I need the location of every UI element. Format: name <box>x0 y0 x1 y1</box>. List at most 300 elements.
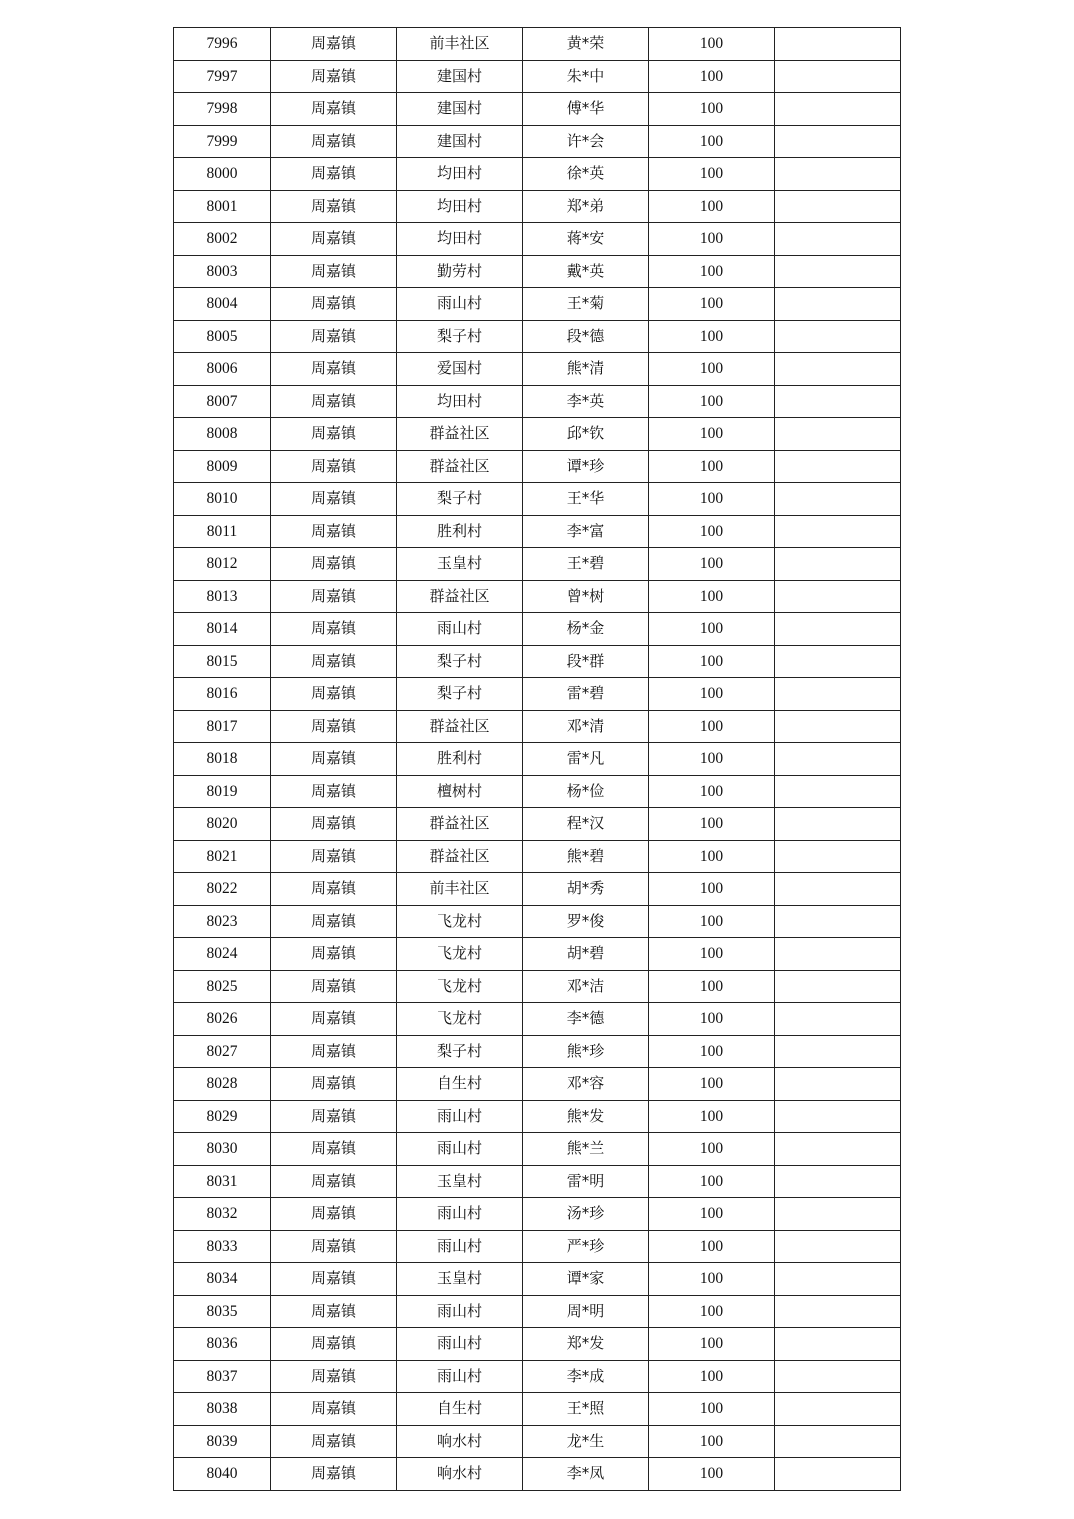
cell-serial-number: 8014 <box>174 613 271 646</box>
cell-amount: 100 <box>649 1035 775 1068</box>
cell-person-name: 邓*清 <box>523 710 649 743</box>
cell-person-name: 戴*英 <box>523 255 649 288</box>
table-row <box>174 93 901 126</box>
cell-remarks <box>775 873 901 906</box>
table-row <box>174 1295 901 1328</box>
cell-remarks <box>775 60 901 93</box>
cell-town: 周嘉镇 <box>271 613 397 646</box>
cell-remarks <box>775 1393 901 1426</box>
cell-remarks <box>775 1003 901 1036</box>
cell-person-name: 郑*发 <box>523 1328 649 1361</box>
cell-town: 周嘉镇 <box>271 1425 397 1458</box>
cell-serial-number: 8002 <box>174 223 271 256</box>
cell-amount: 100 <box>649 1328 775 1361</box>
table-row <box>174 840 901 873</box>
cell-village: 均田村 <box>397 223 523 256</box>
cell-amount: 100 <box>649 938 775 971</box>
table-row <box>174 1035 901 1068</box>
cell-village: 响水村 <box>397 1425 523 1458</box>
table-row <box>174 1328 901 1361</box>
cell-town: 周嘉镇 <box>271 1393 397 1426</box>
cell-town: 周嘉镇 <box>271 1230 397 1263</box>
cell-town: 周嘉镇 <box>271 1458 397 1491</box>
cell-village: 建国村 <box>397 125 523 158</box>
cell-serial-number: 8010 <box>174 483 271 516</box>
cell-amount: 100 <box>649 1165 775 1198</box>
cell-village: 飞龙村 <box>397 905 523 938</box>
cell-amount: 100 <box>649 548 775 581</box>
cell-village: 建国村 <box>397 93 523 126</box>
cell-person-name: 邱*钦 <box>523 418 649 451</box>
cell-amount: 100 <box>649 1393 775 1426</box>
table-row <box>174 775 901 808</box>
cell-serial-number: 8015 <box>174 645 271 678</box>
table-row <box>174 190 901 223</box>
cell-remarks <box>775 613 901 646</box>
cell-amount: 100 <box>649 1230 775 1263</box>
cell-remarks <box>775 125 901 158</box>
cell-serial-number: 8021 <box>174 840 271 873</box>
cell-amount: 100 <box>649 710 775 743</box>
cell-remarks <box>775 255 901 288</box>
cell-town: 周嘉镇 <box>271 938 397 971</box>
cell-amount: 100 <box>649 158 775 191</box>
cell-village: 雨山村 <box>397 288 523 321</box>
table-row <box>174 353 901 386</box>
cell-town: 周嘉镇 <box>271 158 397 191</box>
cell-amount: 100 <box>649 515 775 548</box>
cell-person-name: 郑*弟 <box>523 190 649 223</box>
cell-village: 檀树村 <box>397 775 523 808</box>
cell-person-name: 李*凤 <box>523 1458 649 1491</box>
table-row <box>174 548 901 581</box>
cell-town: 周嘉镇 <box>271 905 397 938</box>
cell-amount: 100 <box>649 1068 775 1101</box>
cell-village: 均田村 <box>397 190 523 223</box>
cell-person-name: 段*德 <box>523 320 649 353</box>
table-row <box>174 1100 901 1133</box>
cell-village: 雨山村 <box>397 1198 523 1231</box>
cell-amount: 100 <box>649 613 775 646</box>
cell-person-name: 雷*凡 <box>523 743 649 776</box>
cell-village: 自生村 <box>397 1068 523 1101</box>
table-row <box>174 743 901 776</box>
cell-town: 周嘉镇 <box>271 775 397 808</box>
cell-serial-number: 8032 <box>174 1198 271 1231</box>
table-row <box>174 320 901 353</box>
cell-amount: 100 <box>649 580 775 613</box>
cell-person-name: 李*英 <box>523 385 649 418</box>
cell-town: 周嘉镇 <box>271 1328 397 1361</box>
cell-town: 周嘉镇 <box>271 288 397 321</box>
cell-person-name: 罗*俊 <box>523 905 649 938</box>
cell-amount: 100 <box>649 1458 775 1491</box>
cell-remarks <box>775 450 901 483</box>
cell-town: 周嘉镇 <box>271 1100 397 1133</box>
cell-remarks <box>775 1068 901 1101</box>
cell-remarks <box>775 1198 901 1231</box>
cell-town: 周嘉镇 <box>271 1198 397 1231</box>
cell-serial-number: 8013 <box>174 580 271 613</box>
cell-remarks <box>775 645 901 678</box>
cell-serial-number: 8006 <box>174 353 271 386</box>
cell-remarks <box>775 970 901 1003</box>
cell-amount: 100 <box>649 93 775 126</box>
cell-remarks <box>775 320 901 353</box>
cell-village: 群益社区 <box>397 418 523 451</box>
table-row <box>174 1230 901 1263</box>
cell-person-name: 谭*珍 <box>523 450 649 483</box>
table-row <box>174 483 901 516</box>
cell-person-name: 邓*容 <box>523 1068 649 1101</box>
cell-town: 周嘉镇 <box>271 28 397 61</box>
cell-serial-number: 8035 <box>174 1295 271 1328</box>
cell-person-name: 黄*荣 <box>523 28 649 61</box>
cell-village: 建国村 <box>397 60 523 93</box>
cell-amount: 100 <box>649 1295 775 1328</box>
cell-person-name: 王*照 <box>523 1393 649 1426</box>
cell-amount: 100 <box>649 970 775 1003</box>
cell-village: 勤劳村 <box>397 255 523 288</box>
cell-amount: 100 <box>649 1133 775 1166</box>
cell-amount: 100 <box>649 418 775 451</box>
cell-person-name: 李*富 <box>523 515 649 548</box>
cell-amount: 100 <box>649 743 775 776</box>
cell-serial-number: 8016 <box>174 678 271 711</box>
cell-amount: 100 <box>649 775 775 808</box>
cell-serial-number: 8037 <box>174 1360 271 1393</box>
cell-town: 周嘉镇 <box>271 645 397 678</box>
cell-serial-number: 8025 <box>174 970 271 1003</box>
cell-remarks <box>775 1165 901 1198</box>
cell-serial-number: 8001 <box>174 190 271 223</box>
cell-amount: 100 <box>649 1003 775 1036</box>
cell-village: 雨山村 <box>397 1328 523 1361</box>
table-row <box>174 580 901 613</box>
cell-town: 周嘉镇 <box>271 743 397 776</box>
cell-person-name: 熊*珍 <box>523 1035 649 1068</box>
cell-village: 均田村 <box>397 158 523 191</box>
cell-village: 胜利村 <box>397 515 523 548</box>
table-row <box>174 223 901 256</box>
cell-amount: 100 <box>649 1360 775 1393</box>
table-row <box>174 1263 901 1296</box>
cell-serial-number: 7996 <box>174 28 271 61</box>
cell-amount: 100 <box>649 288 775 321</box>
cell-village: 梨子村 <box>397 645 523 678</box>
cell-town: 周嘉镇 <box>271 483 397 516</box>
cell-amount: 100 <box>649 255 775 288</box>
cell-person-name: 朱*中 <box>523 60 649 93</box>
table-row <box>174 125 901 158</box>
table-row <box>174 710 901 743</box>
table-row <box>174 970 901 1003</box>
cell-amount: 100 <box>649 840 775 873</box>
cell-town: 周嘉镇 <box>271 385 397 418</box>
table-row <box>174 1133 901 1166</box>
cell-person-name: 杨*俭 <box>523 775 649 808</box>
cell-person-name: 杨*金 <box>523 613 649 646</box>
cell-amount: 100 <box>649 1198 775 1231</box>
cell-village: 玉皇村 <box>397 1263 523 1296</box>
cell-person-name: 熊*发 <box>523 1100 649 1133</box>
cell-village: 群益社区 <box>397 710 523 743</box>
cell-remarks <box>775 905 901 938</box>
cell-serial-number: 7997 <box>174 60 271 93</box>
cell-town: 周嘉镇 <box>271 450 397 483</box>
cell-town: 周嘉镇 <box>271 970 397 1003</box>
cell-amount: 100 <box>649 223 775 256</box>
cell-town: 周嘉镇 <box>271 1165 397 1198</box>
cell-village: 飞龙村 <box>397 1003 523 1036</box>
cell-village: 雨山村 <box>397 1295 523 1328</box>
table-row <box>174 28 901 61</box>
cell-remarks <box>775 288 901 321</box>
cell-person-name: 邓*洁 <box>523 970 649 1003</box>
cell-town: 周嘉镇 <box>271 223 397 256</box>
cell-remarks <box>775 385 901 418</box>
cell-serial-number: 8028 <box>174 1068 271 1101</box>
cell-town: 周嘉镇 <box>271 255 397 288</box>
table-row <box>174 1198 901 1231</box>
cell-amount: 100 <box>649 645 775 678</box>
cell-serial-number: 8023 <box>174 905 271 938</box>
cell-person-name: 王*菊 <box>523 288 649 321</box>
table-row <box>174 1458 901 1491</box>
cell-remarks <box>775 28 901 61</box>
cell-remarks <box>775 743 901 776</box>
cell-amount: 100 <box>649 678 775 711</box>
table-row <box>174 808 901 841</box>
cell-amount: 100 <box>649 1263 775 1296</box>
cell-person-name: 汤*珍 <box>523 1198 649 1231</box>
cell-village: 均田村 <box>397 385 523 418</box>
cell-village: 雨山村 <box>397 613 523 646</box>
cell-serial-number: 8027 <box>174 1035 271 1068</box>
cell-town: 周嘉镇 <box>271 580 397 613</box>
table-row <box>174 288 901 321</box>
cell-remarks <box>775 418 901 451</box>
roster-table <box>173 27 901 1491</box>
cell-serial-number: 8020 <box>174 808 271 841</box>
cell-village: 群益社区 <box>397 840 523 873</box>
cell-village: 前丰社区 <box>397 28 523 61</box>
cell-remarks <box>775 840 901 873</box>
cell-village: 群益社区 <box>397 580 523 613</box>
cell-town: 周嘉镇 <box>271 873 397 906</box>
cell-person-name: 雷*碧 <box>523 678 649 711</box>
cell-serial-number: 8036 <box>174 1328 271 1361</box>
cell-person-name: 胡*碧 <box>523 938 649 971</box>
table-row <box>174 1425 901 1458</box>
cell-remarks <box>775 1035 901 1068</box>
cell-town: 周嘉镇 <box>271 515 397 548</box>
cell-village: 玉皇村 <box>397 548 523 581</box>
cell-remarks <box>775 93 901 126</box>
table-row <box>174 1068 901 1101</box>
cell-town: 周嘉镇 <box>271 320 397 353</box>
cell-remarks <box>775 580 901 613</box>
cell-village: 雨山村 <box>397 1230 523 1263</box>
cell-serial-number: 8009 <box>174 450 271 483</box>
cell-village: 前丰社区 <box>397 873 523 906</box>
cell-person-name: 段*群 <box>523 645 649 678</box>
cell-serial-number: 8033 <box>174 1230 271 1263</box>
cell-amount: 100 <box>649 320 775 353</box>
cell-serial-number: 8022 <box>174 873 271 906</box>
table-row <box>174 1393 901 1426</box>
cell-serial-number: 8017 <box>174 710 271 743</box>
cell-person-name: 严*珍 <box>523 1230 649 1263</box>
cell-serial-number: 8040 <box>174 1458 271 1491</box>
cell-town: 周嘉镇 <box>271 418 397 451</box>
cell-person-name: 王*华 <box>523 483 649 516</box>
table-row <box>174 1003 901 1036</box>
cell-village: 雨山村 <box>397 1100 523 1133</box>
cell-person-name: 徐*英 <box>523 158 649 191</box>
cell-village: 群益社区 <box>397 450 523 483</box>
cell-serial-number: 8030 <box>174 1133 271 1166</box>
cell-serial-number: 8038 <box>174 1393 271 1426</box>
cell-remarks <box>775 223 901 256</box>
cell-village: 群益社区 <box>397 808 523 841</box>
cell-remarks <box>775 1458 901 1491</box>
cell-village: 梨子村 <box>397 320 523 353</box>
table-row <box>174 158 901 191</box>
cell-remarks <box>775 710 901 743</box>
cell-remarks <box>775 808 901 841</box>
cell-town: 周嘉镇 <box>271 1360 397 1393</box>
cell-remarks <box>775 1425 901 1458</box>
table-row <box>174 60 901 93</box>
cell-amount: 100 <box>649 28 775 61</box>
table-row <box>174 515 901 548</box>
cell-village: 雨山村 <box>397 1133 523 1166</box>
cell-remarks <box>775 158 901 191</box>
cell-town: 周嘉镇 <box>271 1295 397 1328</box>
table-row <box>174 385 901 418</box>
cell-remarks <box>775 548 901 581</box>
cell-serial-number: 7998 <box>174 93 271 126</box>
cell-serial-number: 8000 <box>174 158 271 191</box>
cell-amount: 100 <box>649 60 775 93</box>
table-row <box>174 1165 901 1198</box>
cell-amount: 100 <box>649 905 775 938</box>
cell-serial-number: 8031 <box>174 1165 271 1198</box>
cell-person-name: 熊*兰 <box>523 1133 649 1166</box>
cell-serial-number: 8039 <box>174 1425 271 1458</box>
cell-remarks <box>775 1295 901 1328</box>
cell-person-name: 胡*秀 <box>523 873 649 906</box>
cell-person-name: 李*德 <box>523 1003 649 1036</box>
cell-remarks <box>775 1133 901 1166</box>
table-row <box>174 645 901 678</box>
cell-person-name: 蒋*安 <box>523 223 649 256</box>
cell-remarks <box>775 483 901 516</box>
cell-serial-number: 8018 <box>174 743 271 776</box>
cell-amount: 100 <box>649 125 775 158</box>
cell-amount: 100 <box>649 808 775 841</box>
cell-town: 周嘉镇 <box>271 1263 397 1296</box>
cell-person-name: 熊*清 <box>523 353 649 386</box>
cell-person-name: 熊*碧 <box>523 840 649 873</box>
table-row <box>174 1360 901 1393</box>
table-row <box>174 613 901 646</box>
cell-remarks <box>775 1230 901 1263</box>
cell-amount: 100 <box>649 483 775 516</box>
cell-remarks <box>775 775 901 808</box>
cell-village: 雨山村 <box>397 1360 523 1393</box>
table-row <box>174 938 901 971</box>
cell-person-name: 雷*明 <box>523 1165 649 1198</box>
cell-person-name: 王*碧 <box>523 548 649 581</box>
cell-town: 周嘉镇 <box>271 125 397 158</box>
cell-serial-number: 8029 <box>174 1100 271 1133</box>
cell-remarks <box>775 190 901 223</box>
cell-remarks <box>775 1328 901 1361</box>
cell-town: 周嘉镇 <box>271 93 397 126</box>
cell-amount: 100 <box>649 385 775 418</box>
cell-village: 自生村 <box>397 1393 523 1426</box>
cell-person-name: 谭*家 <box>523 1263 649 1296</box>
table-row <box>174 678 901 711</box>
cell-person-name: 李*成 <box>523 1360 649 1393</box>
cell-remarks <box>775 1263 901 1296</box>
cell-serial-number: 8007 <box>174 385 271 418</box>
cell-remarks <box>775 1360 901 1393</box>
cell-amount: 100 <box>649 190 775 223</box>
cell-town: 周嘉镇 <box>271 678 397 711</box>
cell-amount: 100 <box>649 873 775 906</box>
cell-village: 梨子村 <box>397 1035 523 1068</box>
cell-remarks <box>775 938 901 971</box>
table-row <box>174 255 901 288</box>
cell-town: 周嘉镇 <box>271 1133 397 1166</box>
table-row <box>174 450 901 483</box>
cell-village: 爱国村 <box>397 353 523 386</box>
cell-village: 梨子村 <box>397 483 523 516</box>
cell-serial-number: 8011 <box>174 515 271 548</box>
cell-serial-number: 8012 <box>174 548 271 581</box>
cell-serial-number: 8026 <box>174 1003 271 1036</box>
cell-serial-number: 8005 <box>174 320 271 353</box>
cell-village: 胜利村 <box>397 743 523 776</box>
cell-remarks <box>775 1100 901 1133</box>
cell-person-name: 许*会 <box>523 125 649 158</box>
cell-serial-number: 7999 <box>174 125 271 158</box>
cell-person-name: 周*明 <box>523 1295 649 1328</box>
table-row <box>174 873 901 906</box>
cell-serial-number: 8003 <box>174 255 271 288</box>
cell-village: 玉皇村 <box>397 1165 523 1198</box>
cell-town: 周嘉镇 <box>271 710 397 743</box>
table-row <box>174 418 901 451</box>
cell-village: 飞龙村 <box>397 970 523 1003</box>
cell-serial-number: 8019 <box>174 775 271 808</box>
cell-amount: 100 <box>649 353 775 386</box>
cell-serial-number: 8024 <box>174 938 271 971</box>
cell-town: 周嘉镇 <box>271 840 397 873</box>
cell-town: 周嘉镇 <box>271 353 397 386</box>
cell-amount: 100 <box>649 1100 775 1133</box>
cell-town: 周嘉镇 <box>271 548 397 581</box>
cell-remarks <box>775 353 901 386</box>
cell-serial-number: 8008 <box>174 418 271 451</box>
cell-town: 周嘉镇 <box>271 60 397 93</box>
cell-person-name: 傅*华 <box>523 93 649 126</box>
cell-remarks <box>775 678 901 711</box>
cell-person-name: 龙*生 <box>523 1425 649 1458</box>
